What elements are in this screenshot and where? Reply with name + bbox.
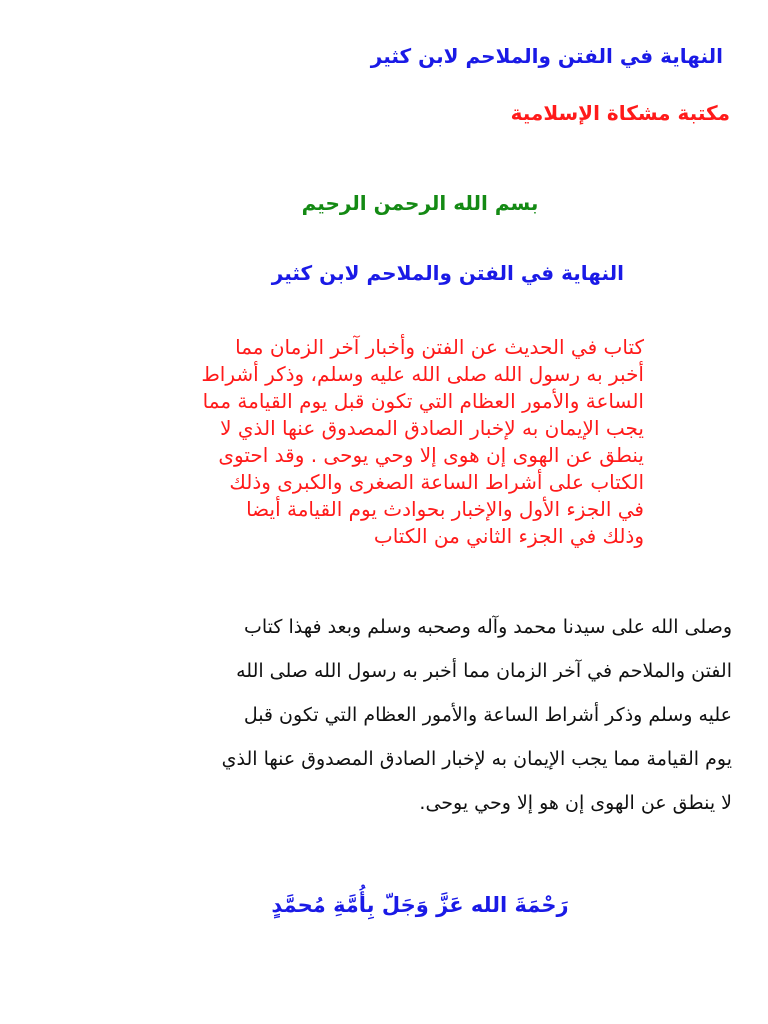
intro-line: عليه وسلم وذكر أشراط الساعة والأمور العظام التي تكون قبل bbox=[243, 704, 732, 726]
description-line: أخبر به رسول الله صلى الله عليه وسلم، وذكر أشراط bbox=[201, 362, 644, 386]
book-description bbox=[104, 334, 644, 550]
intro-line: وصلى الله على سيدنا محمد وآله وصحبه وسلم وبعد فهذا كتاب bbox=[243, 616, 732, 638]
closing-phrase: رَحْمَةَ الله عَزَّ وَجَلّ بِأُمَّةِ مُحمَّدٍ bbox=[271, 893, 569, 917]
description-line: الساعة والأمور العظام التي تكون قبل يوم القيامة مما bbox=[202, 389, 644, 413]
intro-line: لا ينطق عن الهوى إن هو إلا وحي يوحى. bbox=[419, 792, 732, 814]
description-line: في الجزء الأول والإخبار بحوادث يوم القيامة أيضا bbox=[246, 497, 644, 521]
description-line: يجب الإيمان به لإخبار الصادق المصدوق عنها الذي لا bbox=[220, 416, 644, 440]
basmala: بسم الله الرحمن الرحيم bbox=[301, 191, 539, 215]
description-line: كتاب في الحديث عن الفتن وأخبار آخر الزمان مما bbox=[235, 335, 644, 359]
intro-line: الفتن والملاحم في آخر الزمان مما أخبر به رسول الله صلى الله bbox=[236, 660, 732, 682]
description-line: الكتاب على أشراط الساعة الصغرى والكبرى وذلك bbox=[229, 470, 644, 494]
book-title: النهاية في الفتن والملاحم لابن كثير bbox=[370, 44, 723, 68]
intro-line: يوم القيامة مما يجب الإيمان به لإخبار الصادق المصدوق عنها الذي bbox=[221, 748, 732, 770]
intro-paragraph bbox=[102, 605, 732, 825]
library-name: مكتبة مشكاة الإسلامية bbox=[510, 101, 730, 125]
description-line: ينطق عن الهوى إن هوى إلا وحي يوحى . وقد احتوى bbox=[218, 443, 644, 467]
section-title: النهاية في الفتن والملاحم لابن كثير bbox=[271, 261, 624, 285]
description-line: وذلك في الجزء الثاني من الكتاب bbox=[373, 524, 644, 548]
